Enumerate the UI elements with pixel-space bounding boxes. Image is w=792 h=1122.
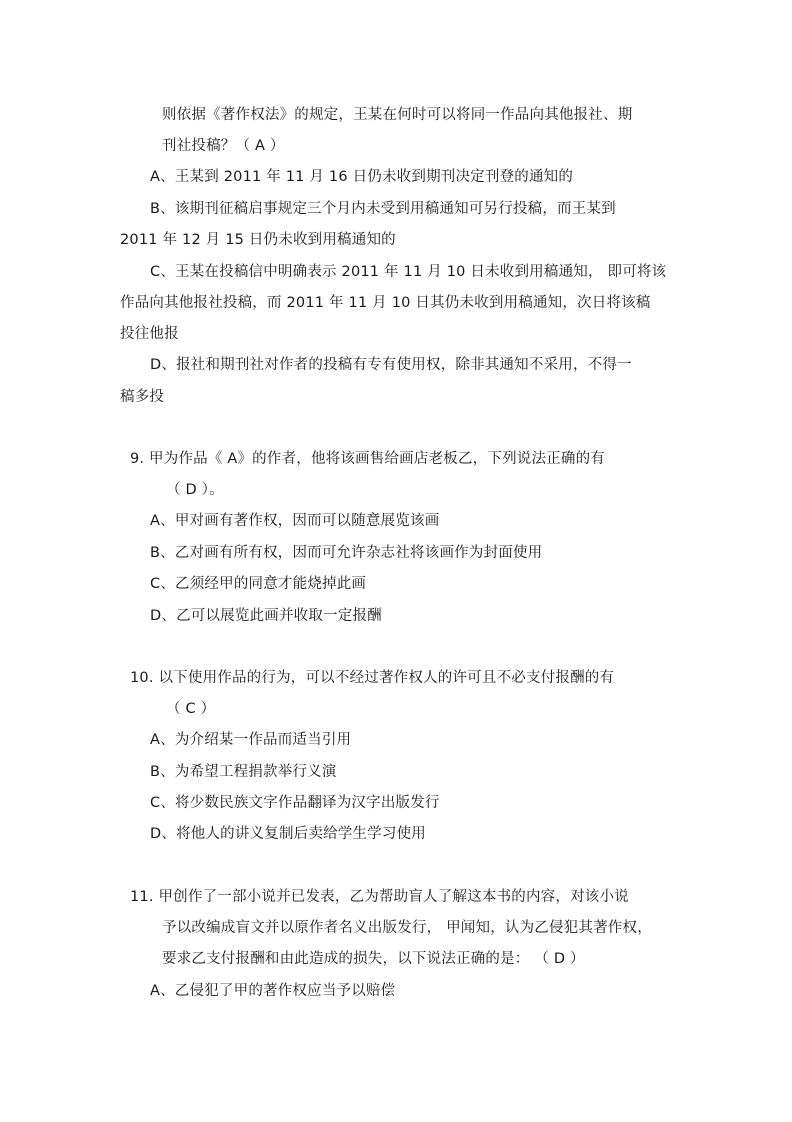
q8-stem-line-1: 则依据《著作权法》的规定，王某在何时可以将同一作品向其他报社、期 — [162, 107, 633, 123]
q8-option-a: A、王某到 2011 年 11 月 16 日仍未收到期刊决定刊登的通知的 — [150, 169, 574, 185]
q10-option-a: A、为介绍某一作品而适当引用 — [150, 732, 352, 748]
q10-option-c: C、将少数民族文字作品翻译为汉字出版发行 — [150, 795, 440, 811]
q8-option-b-line-1: B、该期刊征稿启事规定三个月内未受到用稿通知可另行投稿，而王某到 — [150, 201, 616, 217]
q9-option-c: C、乙须经甲的同意才能烧掉此画 — [150, 576, 367, 592]
q11-option-a: A、乙侵犯了甲的著作权应当予以赔偿 — [150, 983, 396, 999]
q8-option-d-line-2: 稿多投 — [120, 389, 165, 405]
q9-stem-line-1: 9. 甲为作品《 A》的作者，他将该画售给画店老板乙，下列说法正确的有 — [130, 451, 605, 467]
q8-option-c-line-1: C、王某在投稿信中明确表示 2011 年 11 月 10 日未收到用稿通知， 即可将该 — [150, 264, 667, 280]
q9-option-b: B、乙对画有所有权，因而可允许杂志社将该画作为封面使用 — [150, 545, 543, 561]
q10-stem-line-1: 10. 以下使用作品的行为，可以不经过著作权人的许可且不必支付报酬的有 — [130, 670, 615, 686]
q8-option-c-line-3: 投往他报 — [120, 326, 179, 342]
q8-option-b-line-2: 2011 年 12 月 15 日仍未收到用稿通知的 — [120, 232, 396, 248]
q8-stem-line-2: 刊社投稿？（ A ） — [162, 138, 285, 154]
q11-stem-line-2: 予以改编成盲文并以原作者名义出版发行， 甲闻知，认为乙侵犯其著作权， — [162, 920, 652, 936]
q11-stem-line-3: 要求乙支付报酬和由此造成的损失，以下说法正确的是： （ D ） — [162, 951, 585, 967]
q9-stem-line-2: （ D ）。 — [166, 482, 224, 498]
q8-option-c-line-2: 作品向其他报社投稿，而 2011 年 11 月 10 日其仍未收到用稿通知，次日将该稿 — [120, 295, 651, 311]
q11-stem-line-1: 11. 甲创作了一部小说并已发表，乙为帮助盲人了解这本书的内容，对该小说 — [130, 889, 629, 905]
q9-option-d: D、乙可以展览此画并收取一定报酬 — [150, 608, 382, 624]
q9-option-a: A、甲对画有著作权，因而可以随意展览该画 — [150, 513, 440, 529]
q10-option-d: D、将他人的讲义复制后卖给学生学习使用 — [150, 826, 426, 842]
q10-stem-line-2: （ C ） — [166, 701, 216, 717]
q8-option-d-line-1: D、报社和期刊社对作者的投稿有专有使用权，除非其通知不采用，不得一 — [150, 357, 632, 373]
q10-option-b: B、为希望工程捐款举行义演 — [150, 764, 337, 780]
